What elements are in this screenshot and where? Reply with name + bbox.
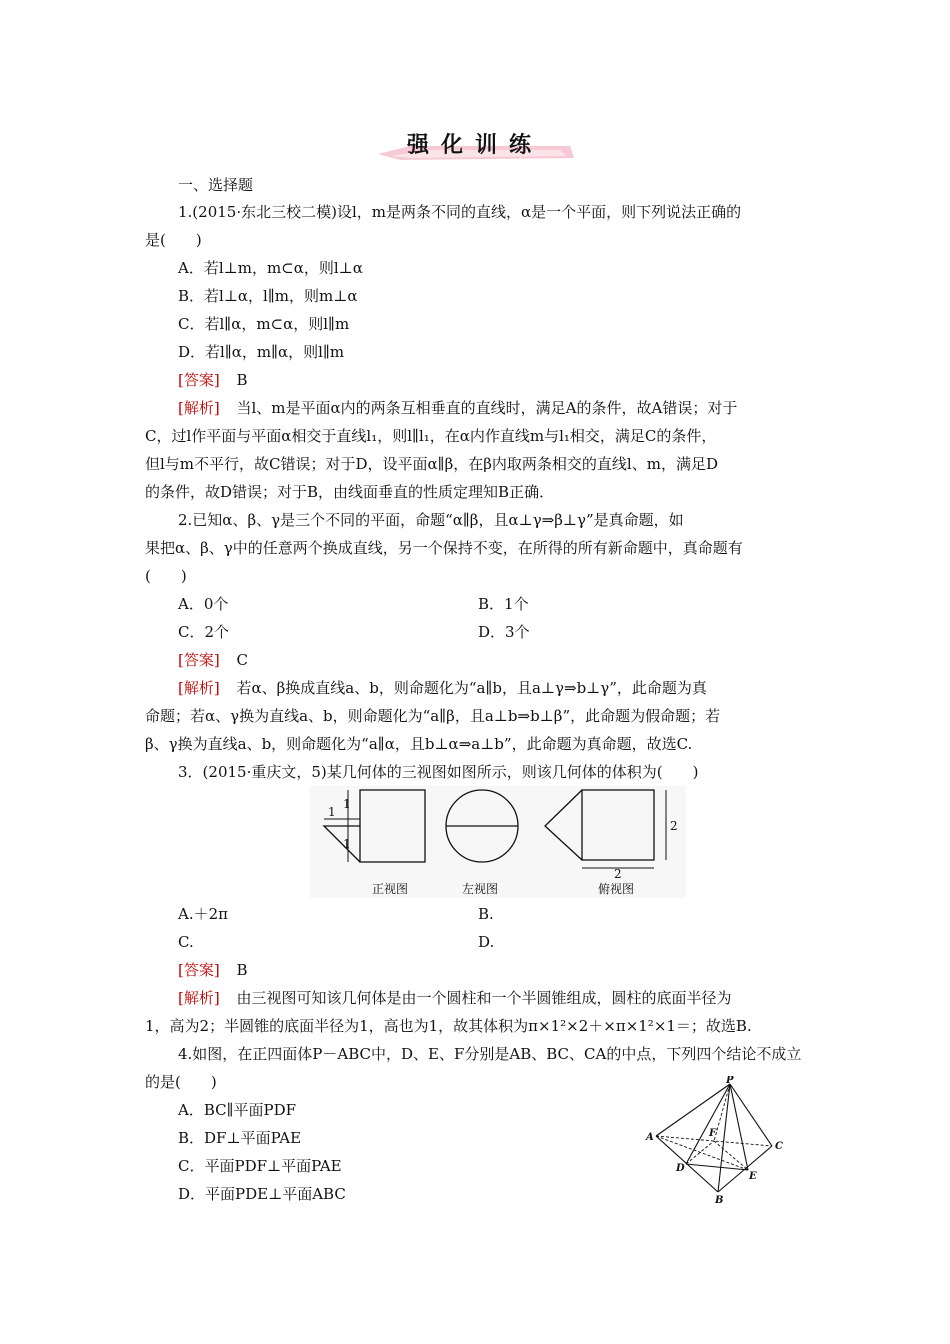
vertex-label: E bbox=[749, 1171, 757, 1182]
title-block bbox=[370, 122, 580, 164]
dim-label: 2 bbox=[670, 819, 678, 833]
q1-analysis-line-2: C，过l作平面与平面α相交于直线l₁，则l∥l₁，在α内作直线m与l₁相交，满足C的条件， bbox=[145, 427, 717, 445]
q1-analysis-line-1: 当l、m是平面α内的两条互相垂直的直线时，满足A的条件，故A错误；对于 bbox=[236, 399, 738, 417]
vertex-label: B bbox=[715, 1195, 724, 1204]
q3-analysis-line-1: 由三视图可知该几何体是由一个圆柱和一个半圆锥组成，圆柱的底面半径为 bbox=[236, 989, 732, 1007]
front-view-label: 正视图 bbox=[372, 882, 409, 896]
q1-answer-row bbox=[178, 369, 248, 391]
dim-label: 1 bbox=[343, 837, 351, 851]
q3-option-b: B. bbox=[478, 905, 494, 923]
analysis-tag: [解析] bbox=[178, 989, 220, 1007]
dim-label: 2 bbox=[614, 867, 622, 881]
q3-answer-row bbox=[178, 959, 248, 981]
q1-option-b: B．若l⊥α，l∥m，则m⊥α bbox=[178, 287, 358, 305]
q4-option-a: A．BC∥平面PDF bbox=[178, 1101, 297, 1119]
q3-analysis-row-1 bbox=[178, 987, 732, 1009]
q3-option-a: A.＋2π bbox=[178, 905, 229, 923]
q1-option-c: C．若l∥α，m⊂α，则l∥m bbox=[178, 315, 350, 333]
top-view-label: 俯视图 bbox=[598, 882, 635, 896]
vertex-label: F bbox=[709, 1128, 717, 1139]
dim-label: 1 bbox=[328, 805, 336, 819]
q4-stem-line-1: 4.如图，在正四面体P－ABC中，D、E、F分别是AB、BC、CA的中点，下列四个结论不成立 bbox=[178, 1045, 802, 1063]
q2-analysis-line-3: β、γ换为直线a、b，则命题化为“a∥α，且b⊥α⇒a⊥b”，此命题为真命题，故选C. bbox=[145, 735, 693, 753]
q2-answer-row bbox=[178, 649, 248, 671]
q2-stem-line-1: 2.已知α、β、γ是三个不同的平面，命题“α∥β，且α⊥γ⇒β⊥γ”是真命题，如 bbox=[178, 511, 684, 529]
vertex-label: A bbox=[646, 1132, 654, 1143]
q2-analysis-line-1: 若α、β换成直线a、b，则命题化为“a∥b，且a⊥γ⇒b⊥γ”，此命题为真 bbox=[236, 679, 707, 697]
q2-stem-line-3: ( ) bbox=[145, 567, 187, 585]
q3-three-view-figure bbox=[310, 786, 686, 898]
vertex-label: P bbox=[726, 1076, 734, 1086]
q3-answer: B bbox=[236, 961, 248, 979]
q2-stem-line-2: 果把α、β、γ中的任意两个换成直线，另一个保持不变，在所得的所有新命题中，真命题有 bbox=[145, 539, 743, 557]
q3-option-d: D. bbox=[478, 933, 495, 951]
vertex-label: D bbox=[676, 1163, 685, 1174]
q4-option-d: D．平面PDE⊥平面ABC bbox=[178, 1185, 346, 1203]
q4-tetrahedron-figure bbox=[644, 1076, 790, 1204]
q3-stem: 3．(2015·重庆文，5)某几何体的三视图如图所示，则该几何体的体积为( ) bbox=[178, 763, 699, 781]
q1-analysis-row-1 bbox=[178, 397, 737, 419]
q2-option-c: C．2个 bbox=[178, 623, 230, 641]
q4-option-c: C．平面PDF⊥平面PAE bbox=[178, 1157, 342, 1175]
q1-answer: B bbox=[236, 371, 248, 389]
dim-label: 1 bbox=[343, 797, 351, 811]
q2-answer: C bbox=[236, 651, 248, 669]
page-title: 强化训练 bbox=[406, 132, 543, 158]
q2-analysis-row-1 bbox=[178, 677, 707, 699]
q1-option-d: D．若l∥α，m∥α，则l∥m bbox=[178, 343, 345, 361]
q1-analysis-line-4: 的条件，故D错误；对于B，由线面垂直的性质定理知B正确． bbox=[145, 483, 555, 501]
q2-option-d: D．3个 bbox=[478, 623, 530, 641]
side-view-label: 左视图 bbox=[462, 882, 499, 896]
q1-option-a: A．若l⊥m，m⊂α，则l⊥α bbox=[178, 259, 363, 277]
analysis-tag: [解析] bbox=[178, 399, 220, 417]
analysis-tag: [解析] bbox=[178, 679, 220, 697]
q3-analysis-line-2: 1，高为2；半圆锥的底面半径为1，高也为1，故其体积为π×1²×2＋×π×1²×1＝；故选B. bbox=[145, 1017, 752, 1035]
q2-analysis-line-2: 命题；若α、γ换为直线a、b，则命题化为“a∥β，且a⊥b⇒b⊥β”，此命题为假命题；若 bbox=[145, 707, 721, 725]
q4-stem-line-2: 的是( ) bbox=[145, 1073, 217, 1091]
q4-option-b: B．DF⊥平面PAE bbox=[178, 1129, 302, 1147]
answer-tag: [答案] bbox=[178, 371, 220, 389]
q1-analysis-line-3: 但l与m不平行，故C错误；对于D，设平面α∥β，在β内取两条相交的直线l、m，满足D bbox=[145, 455, 718, 473]
q1-stem-line-2: 是( ) bbox=[145, 231, 202, 249]
vertex-label: C bbox=[775, 1141, 783, 1152]
q2-option-b: B．1个 bbox=[478, 595, 529, 613]
section-heading: 一、选择题 bbox=[178, 176, 254, 194]
q1-stem-line-1: 1.(2015·东北三校二模)设l，m是两条不同的直线，α是一个平面，则下列说法正确的 bbox=[178, 203, 742, 221]
q2-option-a: A．0个 bbox=[178, 595, 229, 613]
answer-tag: [答案] bbox=[178, 961, 220, 979]
q3-option-c: C. bbox=[178, 933, 194, 951]
answer-tag: [答案] bbox=[178, 651, 220, 669]
